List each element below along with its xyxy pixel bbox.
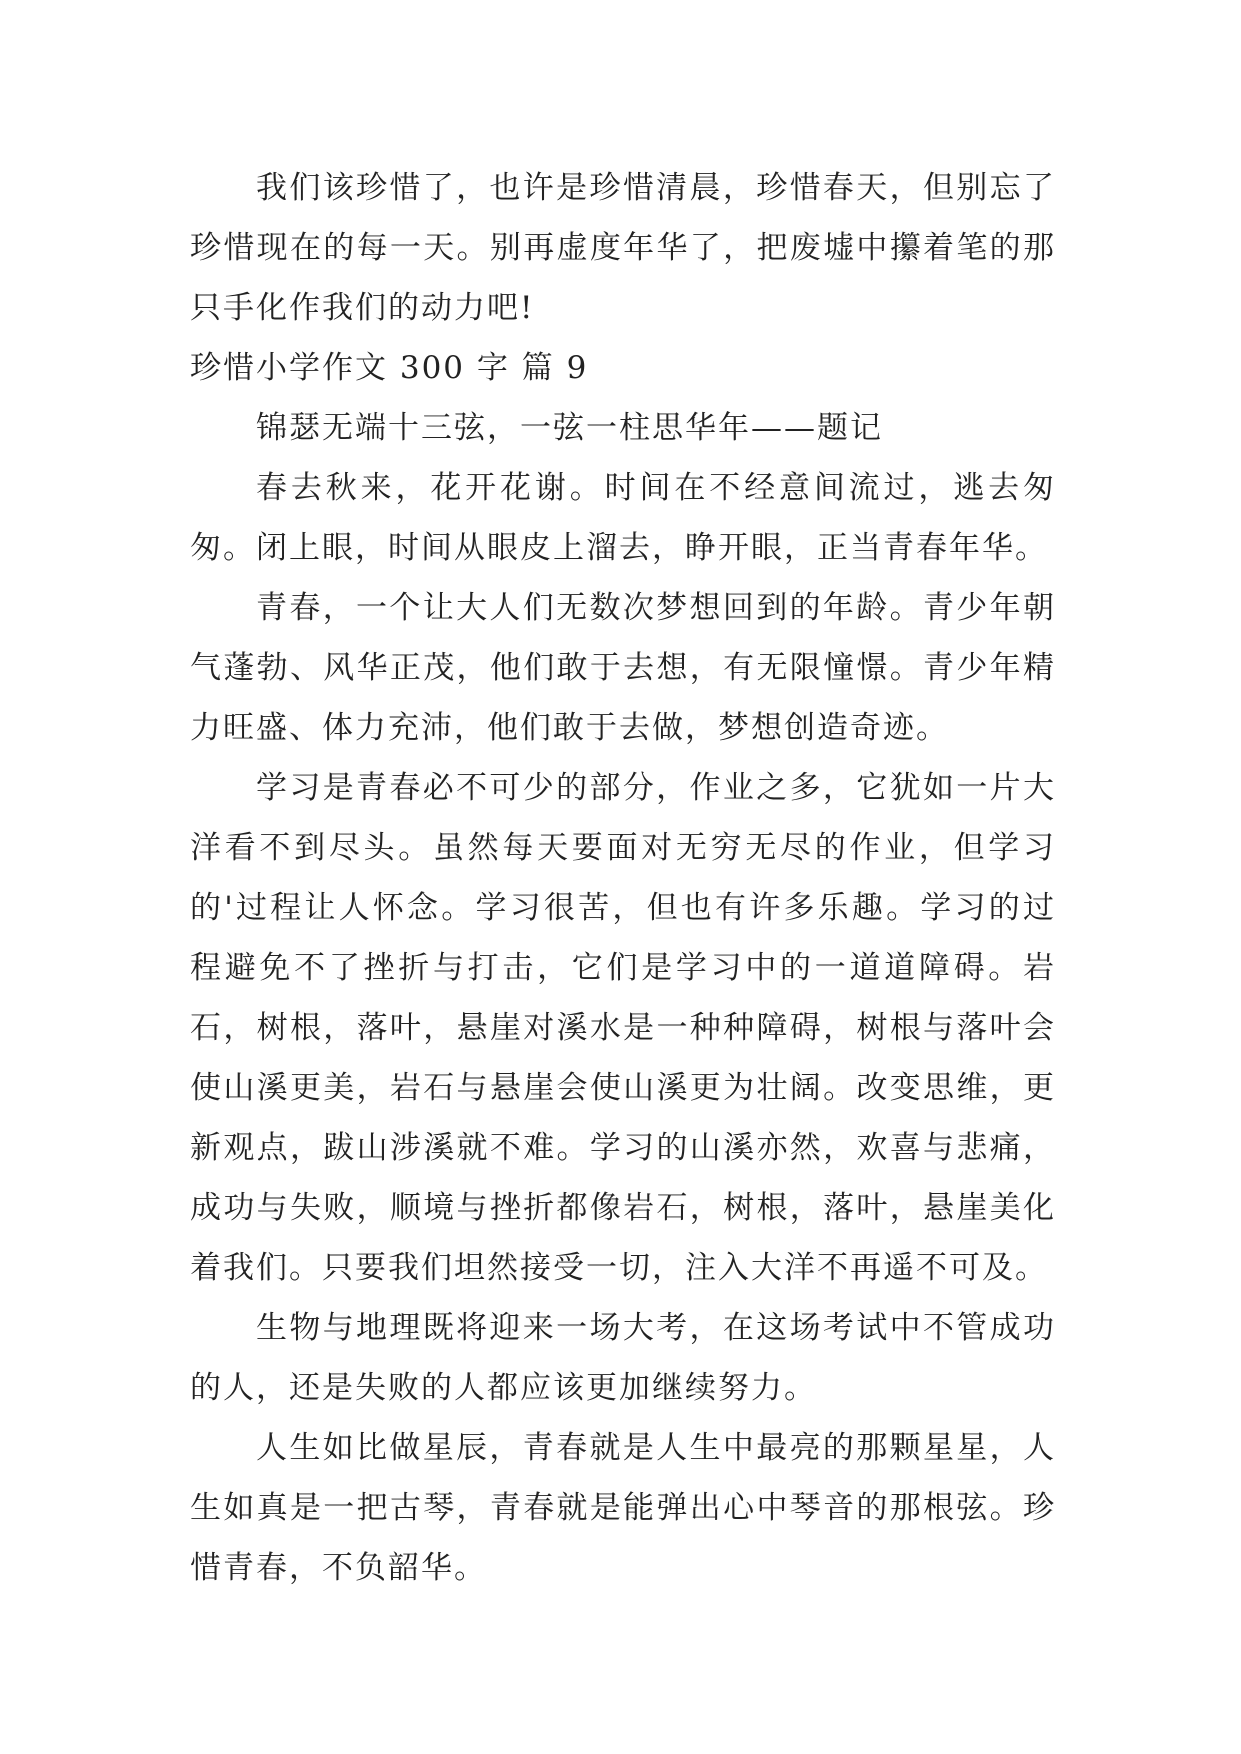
paragraph-study: 学习是青春必不可少的部分，作业之多，它犹如一片大洋看不到尽头。虽然每天要面对无穷无尽的作业，但学习的'过程让人怀念。学习很苦，但也有许多乐趣。学习的过程避免不了挫折与打击，它们是学习中的一道道障碍。岩石，树根，落叶，悬崖对溪水是一种种障碍，树根与落叶会使山溪更美，岩石与悬崖会使山溪更为壮阔。改变思维，更新观点，跋山涉溪就不难。学习的山溪亦然，欢喜与悲痛，成功与失败，顺境与挫折都像岩石，树根，落叶，悬崖美化着我们。只要我们坦然接受一切，注入大洋不再遥不可及。 bbox=[190, 770, 1056, 1286]
paragraph-cherish-now: 我们该珍惜了，也许是珍惜清晨，珍惜春天，但别忘了珍惜现在的每一天。别再虚度年华了，把废墟中攥着笔的那只手化作我们的动力吧! bbox=[190, 170, 1056, 326]
document-body bbox=[190, 158, 1056, 1598]
paragraph-epigraph: 锦瑟无端十三弦，一弦一柱思华年——题记 bbox=[256, 410, 883, 446]
paragraph-conclusion: 人生如比做星辰，青春就是人生中最亮的那颗星星，人生如真是一把古琴，青春就是能弹出心中琴音的那根弦。珍惜青春，不负韶华。 bbox=[190, 1430, 1056, 1586]
paragraph-seasons: 春去秋来，花开花谢。时间在不经意间流过，逃去匆匆。闭上眼，时间从眼皮上溜去，睁开眼，正当青春年华。 bbox=[190, 470, 1056, 566]
paragraph-exam: 生物与地理既将迎来一场大考，在这场考试中不管成功的人，还是失败的人都应该更加继续努力。 bbox=[190, 1310, 1056, 1406]
section-heading: 珍惜小学作文 300 字 篇 9 bbox=[190, 350, 589, 386]
paragraph-youth: 青春，一个让大人们无数次梦想回到的年龄。青少年朝气蓬勃、风华正茂，他们敢于去想，有无限憧憬。青少年精力旺盛、体力充沛，他们敢于去做，梦想创造奇迹。 bbox=[190, 590, 1056, 746]
